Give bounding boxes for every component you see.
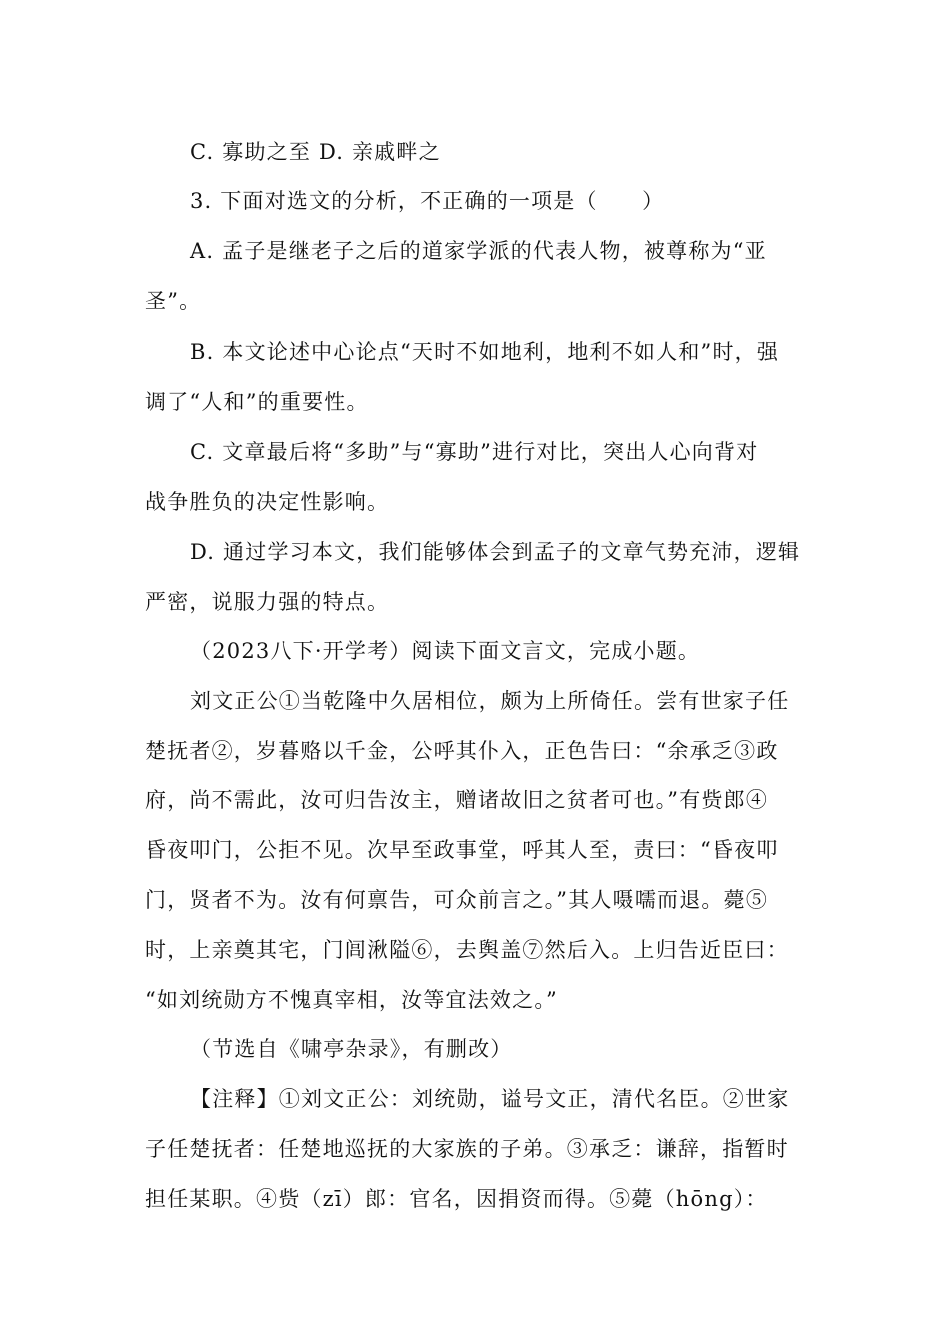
- option-c-d-line: C. 寡助之至 D. 亲戚畔之: [190, 140, 441, 164]
- passage-line-5: 门，贤者不为。汝有何禀告，可众前言之。”其人嗫嚅而退。薨⑤: [145, 888, 769, 912]
- notes-line-1: 【注释】①刘文正公：刘统勋，谥号文正，清代名臣。②世家: [190, 1087, 790, 1111]
- notes-line-3: 担任某职。④赀（zī）郎：官名，因捐资而得。⑤薨（hōng）：: [145, 1187, 768, 1211]
- source-line: （节选自《啸亭杂录》，有删改）: [190, 1037, 513, 1061]
- option-d-line-1: D. 通过学习本文，我们能够体会到孟子的文章气势充沛，逻辑: [190, 540, 801, 564]
- option-c-line-2: 战争胜负的决定性影响。: [145, 490, 390, 514]
- reading-instruction: （2023八下·开学考）阅读下面文言文，完成小题。: [190, 639, 701, 663]
- passage-line-2: 楚抚者②，岁暮赂以千金，公呼其仆入，正色告曰：“余承乏③政: [145, 739, 779, 763]
- option-b-line-1: B. 本文论述中心论点“天时不如地利，地利不如人和”时，强: [190, 340, 780, 364]
- option-d-line-2: 严密，说服力强的特点。: [145, 590, 390, 614]
- passage-line-6: 时，上亲奠其宅，门闾湫隘⑥，去舆盖⑦然后入。上归告近臣曰：: [145, 938, 789, 962]
- option-a-line-2: 圣”。: [145, 289, 202, 313]
- passage-line-1: 刘文正公①当乾隆中久居相位，颇为上所倚任。尝有世家子任: [190, 689, 790, 713]
- option-c-line-1: C. 文章最后将“多助”与“寡助”进行对比，突出人心向背对: [190, 440, 759, 464]
- option-b-line-2: 调了“人和”的重要性。: [145, 390, 369, 414]
- option-a-line-1: A. 孟子是继老子之后的道家学派的代表人物，被尊称为“亚: [190, 239, 767, 263]
- passage-line-4: 昏夜叩门，公拒不见。次早至政事堂，呼其人至，责曰：“昏夜叩: [145, 838, 779, 862]
- notes-line-2: 子任楚抚者：任楚地巡抚的大家族的子弟。③承乏：谦辞，指暂时: [145, 1137, 789, 1161]
- passage-line-3: 府，尚不需此，汝可归告汝主，赠诸故旧之贫者可也。”有赀郎④: [145, 788, 769, 812]
- question-3: 3. 下面对选文的分析，不正确的一项是（ ）: [190, 189, 665, 213]
- passage-line-7: “如刘统勋方不愧真宰相，汝等宜法效之。”: [145, 988, 558, 1012]
